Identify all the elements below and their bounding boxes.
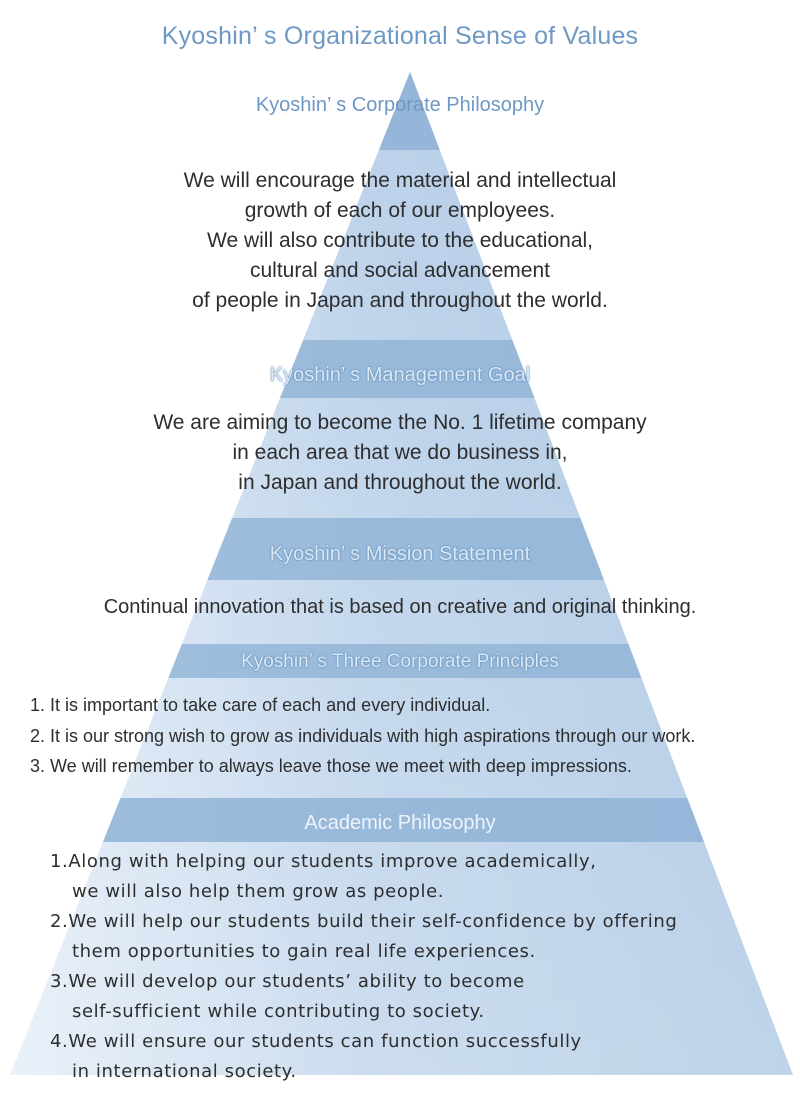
list-item-continuation: we will also help them grow as people. [72,881,445,902]
management-goal-line: in Japan and throughout the world. [238,471,562,494]
management-goal-line: in each area that we do business in, [232,441,568,464]
management-goal-text [0,408,800,498]
corporate-philosophy-line: We will encourage the material and intellectual [183,169,617,192]
corporate-principles-list [30,690,695,782]
corporate-philosophy-line: of people in Japan and throughout the world. [192,289,608,312]
page-title: Kyoshin’ s Organizational Sense of Values [161,22,639,50]
academic-philosophy-list [50,847,677,1087]
academic-philosophy-heading: Academic Philosophy [304,812,496,834]
mission-statement-text: Continual innovation that is based on creative and original thinking. [103,596,697,618]
corporate-philosophy-line: growth of each of our employees. [244,199,556,222]
corporate-philosophy-heading: Kyoshin’ s Corporate Philosophy [255,94,545,116]
corporate-philosophy-line: We will also contribute to the educational, [207,229,593,252]
list-item: 1. It is important to take care of each and every individual. [30,695,491,715]
list-item-continuation: self-sufficient while contributing to society. [72,1001,485,1022]
corporate-philosophy-text [0,166,800,316]
list-item: 3. We will remember to always leave those we meet with deep impressions. [30,756,632,776]
list-item: 3.We will develop our students’ ability to become [50,971,525,992]
list-item-continuation: in international society. [72,1061,297,1082]
corporate-philosophy-line: cultural and social advancement [249,259,550,282]
management-goal-line: We are aiming to become the No. 1 lifetime company [153,411,647,434]
list-item: 1.Along with helping our students improve academically, [50,851,597,872]
mission-statement-heading: Kyoshin’ s Mission Statement [269,543,531,565]
list-item: 2. It is our strong wish to grow as individuals with high aspirations through our work. [30,725,696,746]
management-goal-heading: Kyoshin’ s Management Goal [269,364,531,386]
list-item-continuation: them opportunities to gain real life experiences. [72,941,536,962]
corporate-principles-heading: Kyoshin’ s Three Corporate Principles [241,651,559,672]
list-item: 2.We will help our students build their self-confidence by offering [50,911,678,932]
list-item: 4.We will ensure our students can function successfully [50,1031,582,1052]
